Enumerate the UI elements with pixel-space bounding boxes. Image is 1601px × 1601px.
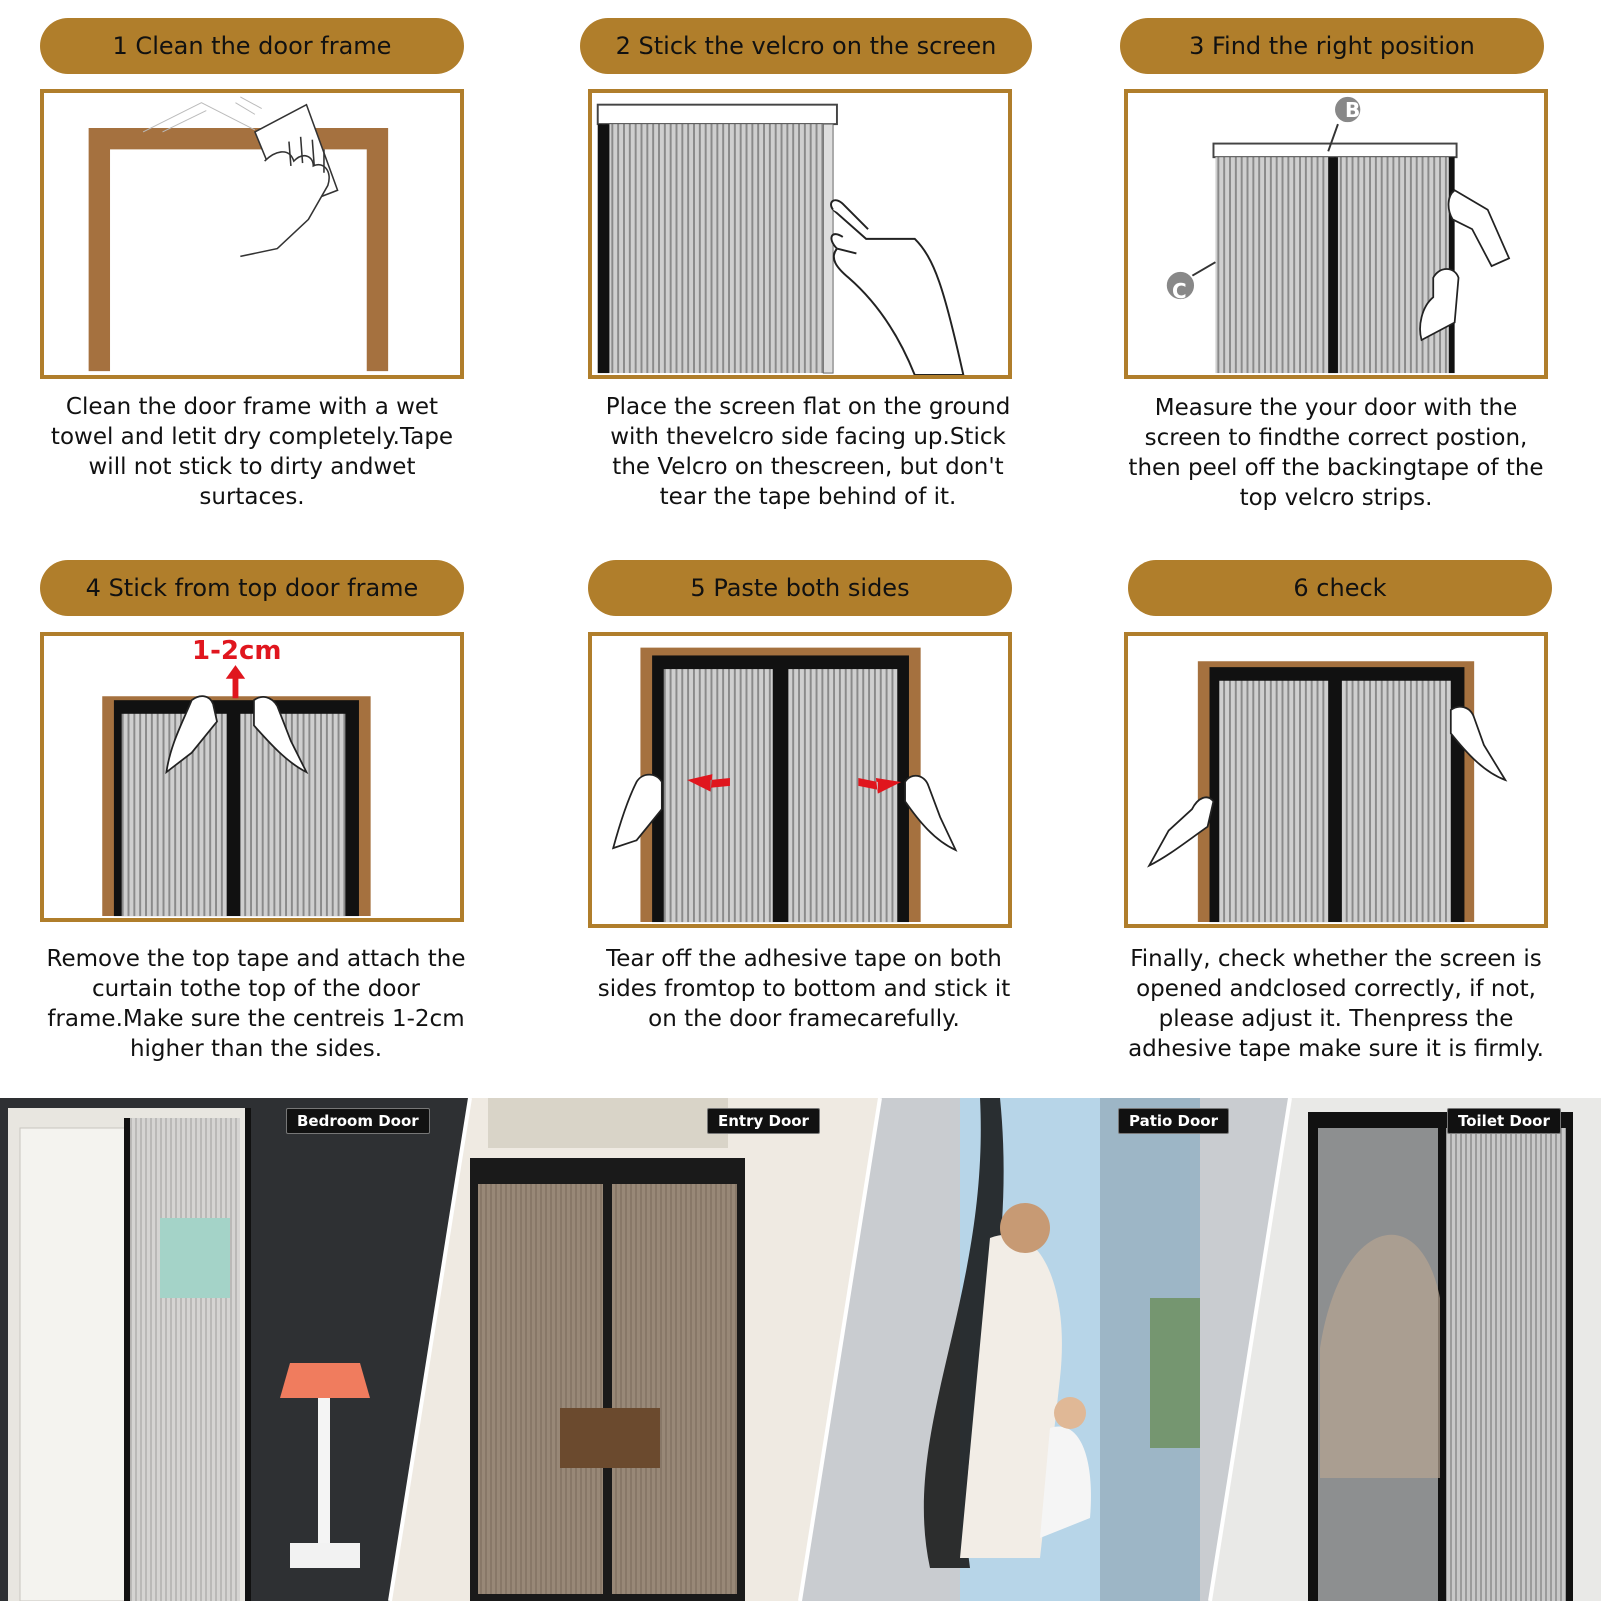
step-3-title bbox=[1120, 18, 1544, 74]
step-4-title bbox=[40, 560, 464, 616]
bedroom-scene bbox=[0, 1098, 470, 1601]
paste-sides-drawing bbox=[592, 636, 1008, 924]
step-5-title bbox=[588, 560, 1012, 616]
step-3-illustration bbox=[1124, 89, 1548, 379]
position-measuring-drawing bbox=[1128, 93, 1544, 375]
step-5-title-text: 5 Paste both sides bbox=[690, 574, 910, 602]
step-1-title-text: 1 Clean the door frame bbox=[112, 32, 392, 60]
step-3-title-text: 3 Find the right position bbox=[1189, 32, 1475, 60]
toilet-scene bbox=[1308, 1112, 1573, 1601]
marker-b-label: B bbox=[1345, 98, 1361, 122]
step-4-description: Remove the top tape and attach the curtain tothe top of the door frame.Make sure the centreis 1-2cm higher than the sides. bbox=[46, 946, 466, 1062]
measure-label: 1-2cm bbox=[192, 636, 282, 666]
step-1-illustration bbox=[40, 89, 464, 379]
step-3-description: Measure the your door with the screen to findthe correct postion, then peel off the backingtape of the top velcro strips. bbox=[1128, 395, 1544, 511]
usage-scenes-photo-strip bbox=[0, 1098, 1601, 1601]
door-frame-cleaning-drawing bbox=[44, 93, 460, 375]
step-4-illustration bbox=[40, 632, 464, 922]
step-1-description: Clean the door frame with a wet towel and letit dry completely.Tape will not stick to dirty andwet surtaces. bbox=[50, 394, 454, 510]
step-2-title-text: 2 Stick the velcro on the screen bbox=[615, 32, 997, 60]
step-5-illustration bbox=[588, 632, 1012, 928]
hand-icon bbox=[831, 200, 963, 375]
screen-velcro-drawing bbox=[592, 93, 1008, 375]
up-arrow-icon bbox=[226, 665, 245, 698]
top-frame-attaching-drawing bbox=[44, 636, 460, 918]
step-4-title-text: 4 Stick from top door frame bbox=[85, 574, 419, 602]
entry-scene bbox=[470, 1098, 745, 1601]
step-1-title bbox=[40, 18, 464, 74]
marker-c-label: C bbox=[1172, 279, 1187, 303]
step-2-title bbox=[580, 18, 1032, 74]
step-2-description: Place the screen flat on the ground with thevelcro side facing up.Stick the Velcro on thescreen, but don't tear the tape behind of it. bbox=[605, 394, 1011, 510]
step-6-title-text: 6 check bbox=[1293, 574, 1387, 602]
hand-with-towel-icon bbox=[240, 105, 337, 257]
step-6-title bbox=[1128, 560, 1552, 616]
step-5-description: Tear off the adhesive tape on both sides fromtop to bottom and stick it on the door framecarefully. bbox=[597, 946, 1011, 1032]
patio-scene bbox=[924, 1098, 1200, 1601]
scene-tag-toilet: Toilet Door bbox=[1447, 1108, 1561, 1134]
step-6-illustration bbox=[1124, 632, 1548, 928]
step-6-description: Finally, check whether the screen is opened andclosed correctly, if not, please adjust it. Thenpress the adhesive tape make sure it is firmly. bbox=[1128, 946, 1544, 1062]
scene-tag-patio: Patio Door bbox=[1118, 1108, 1229, 1134]
final-check-drawing bbox=[1128, 636, 1544, 924]
step-2-illustration bbox=[588, 89, 1012, 379]
scene-tag-entry: Entry Door bbox=[707, 1108, 820, 1134]
usage-scenes-illustration bbox=[0, 1098, 1601, 1601]
scene-tag-bedroom: Bedroom Door bbox=[286, 1108, 430, 1134]
